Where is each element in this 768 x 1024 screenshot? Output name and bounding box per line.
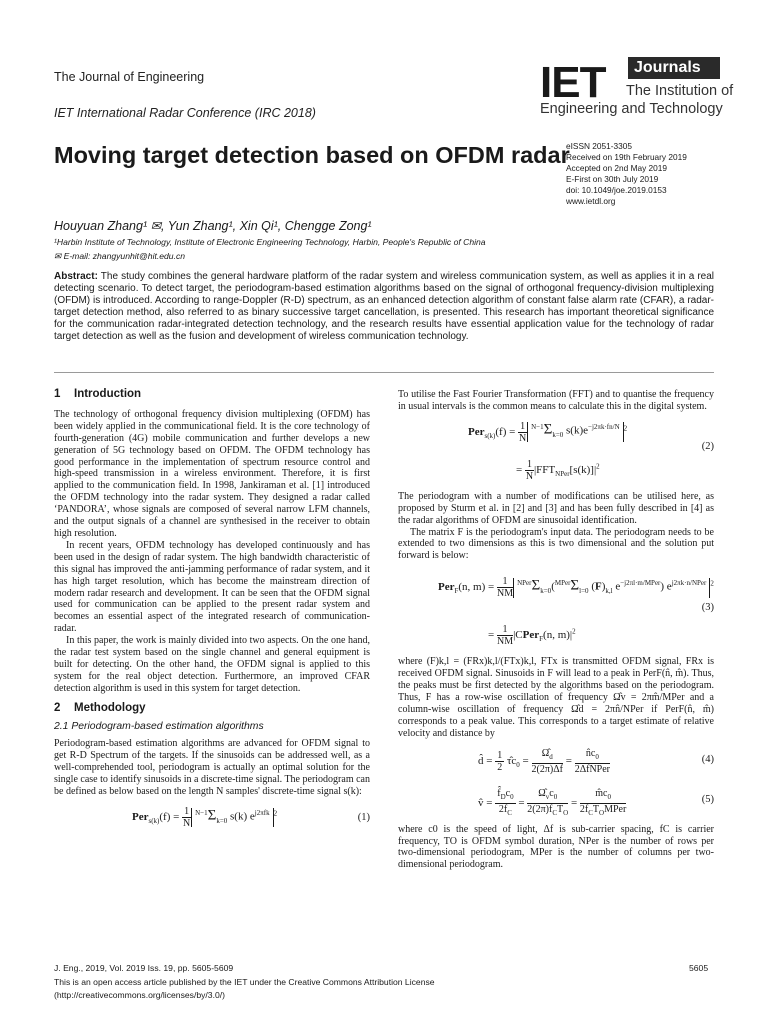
equation-number-5: (5) — [701, 793, 714, 805]
iet-journals-logo — [540, 55, 734, 125]
logo-journals-tag: Journals — [628, 57, 720, 79]
doi-link[interactable]: doi: 10.1049/joe.2019.0153 — [566, 185, 667, 195]
conference-name: IET International Radar Conference (IRC 2018) — [54, 106, 316, 120]
logo-letters: IET — [540, 58, 606, 107]
subsection-heading-periodogram: 2.1 Periodogram-based estimation algorithms — [54, 720, 264, 732]
equation-1: Per$_{s(k)}$(f) = $\frac{1}{N}$ $^{N-1}\Sigma_{k=0}$ s(k) $e^{j2\pi fk}$ $^2$ (1) — [132, 806, 370, 829]
license-link[interactable]: (http://creativecommons.org/licenses/by/3.0/) — [54, 990, 225, 1000]
website-link[interactable]: www.ietdl.org — [566, 196, 616, 206]
abstract-text: The study combines the general hardware platform of the radar system and wireless communication system, as well as applies it in a real detecting scenario. To detect target, the periodogram-based estimation algorithms based on the signal of orthogonal frequency-division multiplexing (OFDM) is introduced. According to range-Doppler (R-D) spectrum, as an enhanced detection algorithm of constant false alarm rate (CFAR), a radar-target detection method, also referred to as binary successive target cancellation, is presented. This research has important theoretical significance for the communication radar-integrated detection technology, and the research results have essential application value for the technology of radar target detection as well as the fusion and development of wireless communication technology. — [54, 271, 714, 343]
section-divider — [54, 372, 714, 373]
equation-number-3: (3) — [701, 602, 714, 614]
right-paragraph-3: The matrix F is the periodogram's input data. The periodogram needs to be extended to two dimensions as this is two dimensional and the solution put forward is below: — [398, 526, 714, 562]
equation-number-2: (2) — [701, 440, 714, 452]
right-column — [398, 389, 714, 871]
right-paragraph-2: The periodogram with a number of modifications can be utilised here, as proposed by Sturm et al. in [2] and [3] and has been fully described in [4] as the radar algorithms of OFDM are sinusoidal identification. — [398, 490, 714, 526]
abstract-label: Abstract: — [54, 271, 98, 282]
intro-paragraph-3: In this paper, the work is mainly divided into two aspects. On the one hand, the radar test system based on the single channel and general equipment is built for detecting. On the other hand, the OFDM signal is applied to this system for the real object detection. Furthermore, an improved CFAR detection algorithm is used in this system for target detection. — [54, 635, 370, 694]
journal-name: The Journal of Engineering — [54, 70, 205, 84]
footer-citation: J. Eng., 2019, Vol. 2019 Iss. 19, pp. 5605-5609 — [54, 963, 234, 973]
right-paragraph-4: where (F)k,l = (FRx)k,l/(FTx)k,l, FTx is transmitted OFDM signal, FRx is received OFDM signal. Sinusoids in F will lead to a peak in PerF(n̂, m̂). Thus, the peaks must be first detected by the algorithms based on the periodogram. Thus, F has a row-wise oscillation of frequency Ω̂v = 2πm̂/MPer and a column-wise oscillation of frequency Ω̂d = 2πn̂/NPer if PerF(n̂, m̂) corresponds to a peak value. This corresponds to a target estimate of relative velocity and distance by — [398, 656, 714, 739]
equation-2: Per$_{s(k)}$(f) = $\frac{1}{N}$ $^{N-1}\Sigma_{k=0}$ $s(k)e^{-j2\pi k\cdot fn/N}$ $^2$ = $\frac{1}{N}$ $|FFT_{NPer}[s(k)]|^2$ (2) — [468, 420, 714, 482]
section-heading-introduction: 1 Introduction — [54, 388, 142, 400]
right-paragraph-5: where c0 is the speed of light, Δf is sub-carrier spacing, fC is carrier frequency, TO is OFDM symbol duration, NPer is the number of rows per two-dimensional periodogram, MPer is the number of columns per two-dimensional periodogram. — [398, 823, 714, 871]
page-number: 5605 — [689, 963, 709, 973]
efirst-date: E-First on 30th July 2019 — [566, 174, 659, 184]
license-line-1: This is an open access article published by the IET under the Creative Commons Attribution License — [54, 977, 435, 987]
equation-number-1: (1) — [357, 812, 370, 823]
paper-title: Moving target detection based on OFDM radar — [54, 142, 570, 168]
corresponding-email[interactable]: ✉ E-mail: zhangyunhit@hit.edu.cn — [54, 251, 186, 261]
methodology-paragraph-1: Periodogram-based estimation algorithms are advanced for OFDM signal to get R-D Spectrum of the targets. If the sinusoids can be addressed well, as a well-comprehended tool, periodogram is actually an optimal solution for the single case to identify sinusoids in a discrete-time signal. The periodogram can be defined as below based on the length N samples' discrete-time signal s(k): — [54, 738, 370, 798]
abstract — [54, 271, 714, 344]
equation-number-4: (4) — [701, 753, 714, 765]
logo-institution-line1: The Institution of — [626, 83, 734, 99]
right-paragraph-1: To utilise the Fast Fourier Transformation (FFT) and to quantise the frequency in usual intervals is the common means to calculate this in the digital system. — [398, 389, 714, 412]
left-column — [54, 389, 370, 844]
section-heading-methodology: 2 Methodology — [54, 701, 146, 714]
accepted-date: Accepted on 2nd May 2019 — [566, 163, 668, 173]
author-list: Houyuan Zhang¹ ✉, Yun Zhang¹, Xin Qi¹, Chengge Zong¹ — [54, 219, 372, 233]
equation-4: d̂ = $\frac{1}{2}$ $\taûc_0$ = $\frac{\Omegâ_d}{2(2\pi)\Delta f}$ = $\frac{n̂c_0}{\text{2ΔfNPer}}$ (4) — [478, 747, 714, 775]
intro-paragraph-1: The technology of orthogonal frequency division multiplexing (OFDM) has been widely applied in the communicational field. It is the core technology of fourth-generation (4G) mobile communication and further develops a new generation of 5G technology based on OFDM. The OFDM technology has good performance in the implementation of spectrum resource control and high-speed transmission in a wireless environment. Therefore, it is first applied to the communication field. In 1998, Jankiraman et al. [1] introduced the OFDM technology into the radar system. They designed a radar called ‘PANDORA’, whose signals are composed of several narrow LFM channels, and the output signals of a channel are synthesised in the receiver to obtain high resolution. — [54, 408, 370, 539]
equation-3: Per$_F$(n, m) = $\frac{1}{NM}$ $^{NPer}\Sigma_{k=0}(^{MPer}\Sigma_{l=0}$ $(F)_{k,l}$ $e^{-j2\pi l\cdot m/MPer}$) $e^{j2\pi k\cdot n/NPer}$ $^2$ = $\frac{1}{NM}$ |CPer$_F$(n, $m)|^2$ (3) — [438, 576, 714, 648]
publication-info — [566, 141, 687, 207]
received-date: Received on 19th February 2019 — [566, 152, 687, 162]
intro-paragraph-2: In recent years, OFDM technology has developed continuously and has been used in the design of radar system. The high bandwidth characteristic of this signal has improved the anti-jamming performance of radar system, and it has high target resolution, which has become the mainstream direction of modern radar research and development. It can be seen that the OFDM signal used for communication can be applied to the present radar system and becomes an essential aspect of the integrated research of communication-radar. — [54, 539, 370, 635]
equation-5: v̂ = $\frac{f̂_Dc_0}{2f_C}$ = $\frac{\Omegâ_vc_0}{2(2\pi)f_CT_O}$ = $\frac{m̂c_0}{2f_CT_OMPer}$ (5) — [478, 787, 714, 817]
affiliation: ¹Harbin Institute of Technology, Institute of Electronic Engineering Technology, Harbin, People's Republic of China — [54, 237, 486, 247]
eissn: eISSN 2051-3305 — [566, 141, 632, 151]
logo-institution-line2: Engineering and Technology — [540, 101, 723, 117]
